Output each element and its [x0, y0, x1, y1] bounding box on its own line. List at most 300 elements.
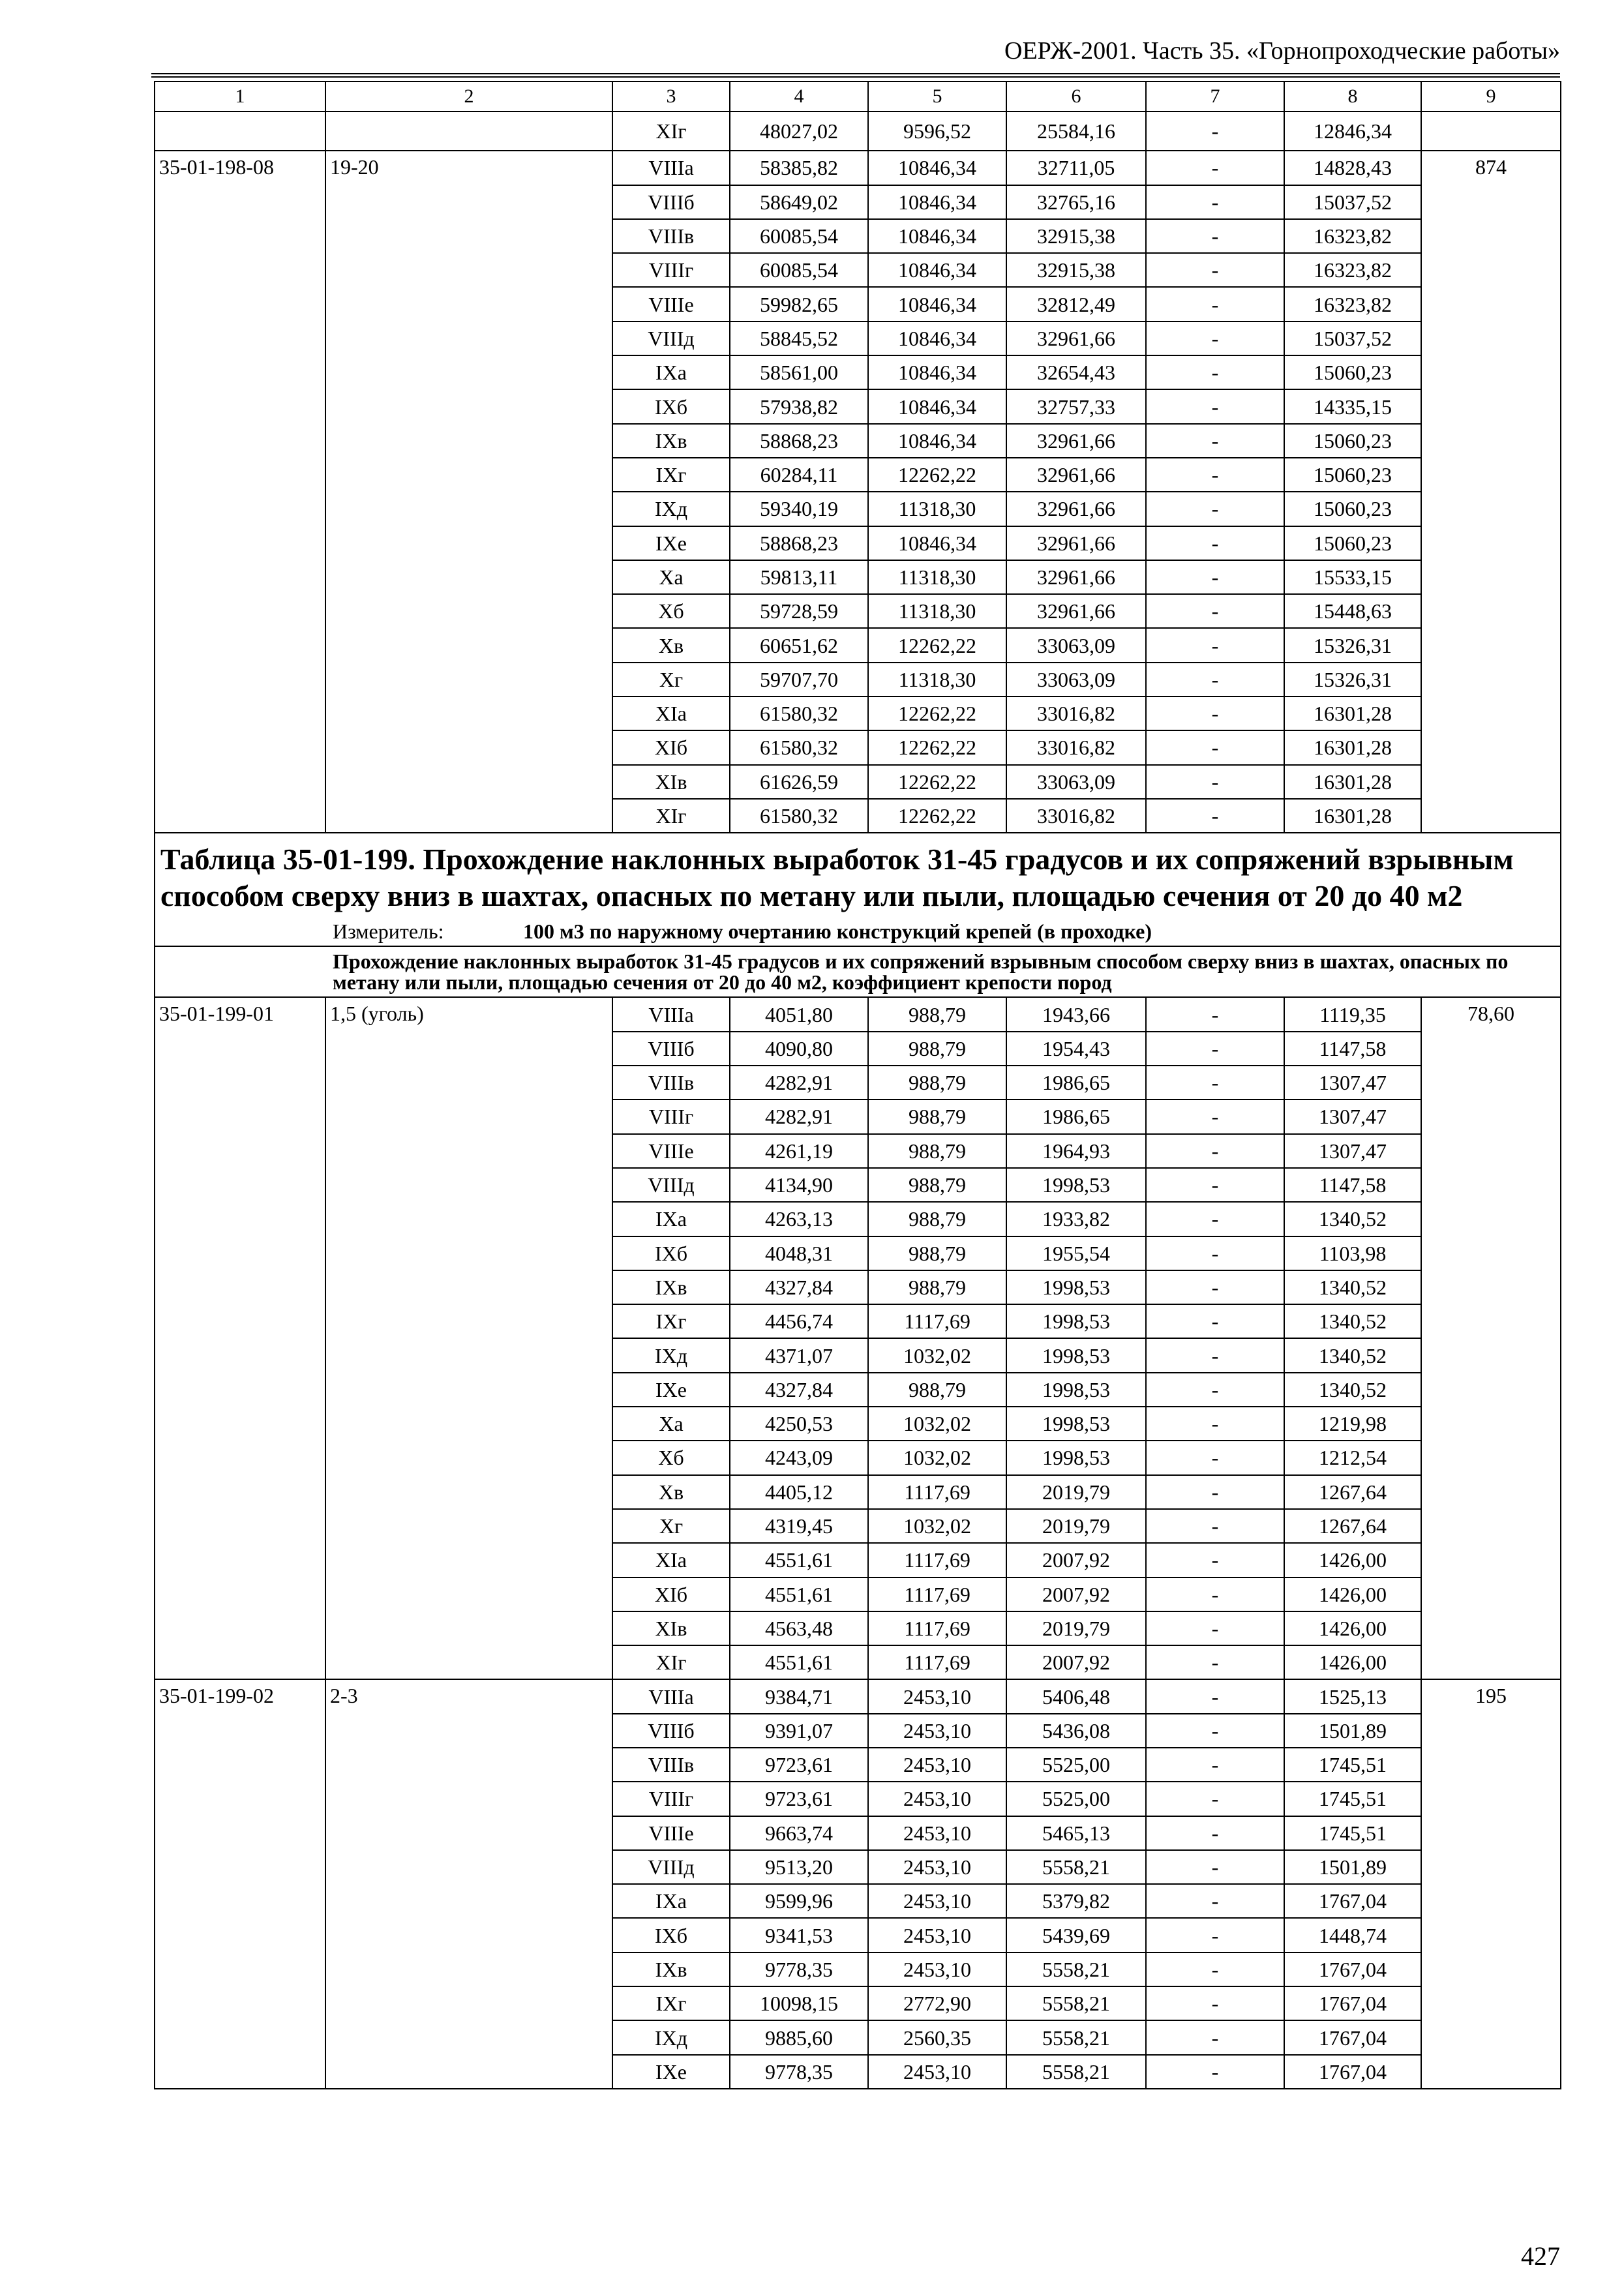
total-cost-cell: 9391,07	[730, 1714, 868, 1748]
machine-cost-cell: 32961,66	[1006, 560, 1146, 594]
driver-wage-cell: -	[1146, 424, 1284, 458]
wage-cell: 10846,34	[868, 287, 1006, 321]
zone-cell: XIг	[612, 799, 730, 833]
driver-wage-cell: -	[1146, 1475, 1284, 1509]
material-cost-cell: 1147,58	[1284, 1032, 1421, 1066]
driver-wage-cell: -	[1146, 1748, 1284, 1782]
total-cost-cell: 60085,54	[730, 253, 868, 287]
driver-wage-cell: -	[1146, 253, 1284, 287]
machine-cost-cell: 33016,82	[1006, 696, 1146, 730]
total-cost-cell: 58561,00	[730, 355, 868, 389]
zone-cell: IXг	[612, 1986, 730, 2020]
machine-cost-cell: 2007,92	[1006, 1645, 1146, 1679]
wage-cell: 988,79	[868, 1032, 1006, 1066]
total-cost-cell: 9778,35	[730, 1952, 868, 1986]
machine-cost-cell: 32961,66	[1006, 492, 1146, 526]
zone-cell: XIг	[612, 1645, 730, 1679]
material-cost-cell: 15326,31	[1284, 628, 1421, 662]
norm-code-cell	[155, 112, 325, 151]
total-cost-cell: 9723,61	[730, 1748, 868, 1782]
material-cost-cell: 1103,98	[1284, 1236, 1421, 1270]
driver-wage-cell: -	[1146, 355, 1284, 389]
material-cost-cell: 1525,13	[1284, 1679, 1421, 1713]
machine-cost-cell: 1998,53	[1006, 1338, 1146, 1372]
zone-cell: IXб	[612, 1236, 730, 1270]
driver-wage-cell: -	[1146, 997, 1284, 1031]
total-cost-cell: 61580,32	[730, 799, 868, 833]
total-cost-cell: 4327,84	[730, 1270, 868, 1304]
driver-wage-cell: -	[1146, 799, 1284, 833]
zone-cell: VIIIб	[612, 1714, 730, 1748]
zone-cell: XIв	[612, 1611, 730, 1645]
machine-cost-cell: 1964,93	[1006, 1134, 1146, 1168]
driver-wage-cell: -	[1146, 730, 1284, 764]
zone-cell: IXв	[612, 424, 730, 458]
machine-cost-cell: 2007,92	[1006, 1578, 1146, 1611]
rock-hardness-cell: 19-20	[325, 151, 612, 833]
wage-cell: 10846,34	[868, 253, 1006, 287]
wage-cell: 988,79	[868, 1202, 1006, 1236]
material-cost-cell: 1745,51	[1284, 1816, 1421, 1850]
labor-cost-cell	[1421, 112, 1561, 151]
wage-cell: 988,79	[868, 1236, 1006, 1270]
zone-cell: IXд	[612, 1338, 730, 1372]
material-cost-cell: 16323,82	[1284, 287, 1421, 321]
material-cost-cell: 1212,54	[1284, 1441, 1421, 1474]
material-cost-cell: 1767,04	[1284, 2055, 1421, 2089]
zone-cell: XIа	[612, 696, 730, 730]
total-cost-cell: 60284,11	[730, 458, 868, 492]
machine-cost-cell: 5525,00	[1006, 1748, 1146, 1782]
material-cost-cell: 1340,52	[1284, 1202, 1421, 1236]
zone-cell: IXе	[612, 2055, 730, 2089]
zone-cell: XIа	[612, 1543, 730, 1577]
material-cost-cell: 16323,82	[1284, 219, 1421, 253]
material-cost-cell: 14828,43	[1284, 151, 1421, 185]
wage-cell: 2453,10	[868, 1816, 1006, 1850]
material-cost-cell: 1267,64	[1284, 1509, 1421, 1543]
zone-cell: VIIIв	[612, 1748, 730, 1782]
zone-cell: IXа	[612, 1202, 730, 1236]
total-cost-cell: 58845,52	[730, 322, 868, 355]
material-cost-cell: 15037,52	[1284, 185, 1421, 219]
wage-cell: 2453,10	[868, 1850, 1006, 1884]
table-row	[155, 997, 1561, 1031]
total-cost-cell: 4048,31	[730, 1236, 868, 1270]
material-cost-cell: 1426,00	[1284, 1611, 1421, 1645]
column-number: 5	[868, 82, 1006, 112]
machine-cost-cell: 32961,66	[1006, 458, 1146, 492]
machine-cost-cell: 32915,38	[1006, 253, 1146, 287]
machine-cost-cell: 33016,82	[1006, 730, 1146, 764]
wage-cell: 988,79	[868, 1134, 1006, 1168]
zone-cell: Xа	[612, 560, 730, 594]
total-cost-cell: 4563,48	[730, 1611, 868, 1645]
total-cost-cell: 58868,23	[730, 526, 868, 560]
material-cost-cell: 15533,15	[1284, 560, 1421, 594]
machine-cost-cell: 32812,49	[1006, 287, 1146, 321]
driver-wage-cell: -	[1146, 1407, 1284, 1441]
wage-cell: 11318,30	[868, 492, 1006, 526]
total-cost-cell: 4243,09	[730, 1441, 868, 1474]
material-cost-cell: 16323,82	[1284, 253, 1421, 287]
machine-cost-cell: 33016,82	[1006, 799, 1146, 833]
column-number: 9	[1421, 82, 1561, 112]
driver-wage-cell: -	[1146, 560, 1284, 594]
machine-cost-cell: 5379,82	[1006, 1884, 1146, 1918]
machine-cost-cell: 1998,53	[1006, 1373, 1146, 1407]
material-cost-cell: 15060,23	[1284, 424, 1421, 458]
zone-cell: IXв	[612, 1952, 730, 1986]
driver-wage-cell: -	[1146, 1202, 1284, 1236]
table-row	[155, 151, 1561, 185]
machine-cost-cell: 5558,21	[1006, 1850, 1146, 1884]
column-number: 6	[1006, 82, 1146, 112]
zone-cell: VIIIг	[612, 1782, 730, 1816]
zone-cell: VIIIг	[612, 1100, 730, 1133]
material-cost-cell: 1340,52	[1284, 1338, 1421, 1372]
machine-cost-cell: 5439,69	[1006, 1918, 1146, 1952]
wage-cell: 10846,34	[868, 322, 1006, 355]
material-cost-cell: 1501,89	[1284, 1850, 1421, 1884]
driver-wage-cell: -	[1146, 492, 1284, 526]
zone-cell: Xв	[612, 628, 730, 662]
total-cost-cell: 60651,62	[730, 628, 868, 662]
zone-cell: VIIIб	[612, 185, 730, 219]
unit-value: 100 м3 по наружному очертанию конструкций крепей (в проходке)	[523, 920, 1152, 944]
driver-wage-cell: -	[1146, 1338, 1284, 1372]
zone-cell: VIIIа	[612, 1679, 730, 1713]
machine-cost-cell: 2019,79	[1006, 1475, 1146, 1509]
wage-cell: 10846,34	[868, 219, 1006, 253]
wage-cell: 1032,02	[868, 1407, 1006, 1441]
material-cost-cell: 16301,28	[1284, 730, 1421, 764]
material-cost-cell: 15326,31	[1284, 663, 1421, 696]
wage-cell: 2453,10	[868, 1782, 1006, 1816]
machine-cost-cell: 5558,21	[1006, 2020, 1146, 2054]
driver-wage-cell: -	[1146, 2055, 1284, 2089]
zone-cell: Xб	[612, 594, 730, 628]
total-cost-cell: 59813,11	[730, 560, 868, 594]
material-cost-cell: 16301,28	[1284, 696, 1421, 730]
column-number: 4	[730, 82, 868, 112]
material-cost-cell: 1340,52	[1284, 1304, 1421, 1338]
wage-cell: 10846,34	[868, 424, 1006, 458]
machine-cost-cell: 1986,65	[1006, 1100, 1146, 1133]
total-cost-cell: 4090,80	[730, 1032, 868, 1066]
zone-cell: Xг	[612, 663, 730, 696]
material-cost-cell: 1767,04	[1284, 1952, 1421, 1986]
column-number: 3	[612, 82, 730, 112]
material-cost-cell: 1307,47	[1284, 1100, 1421, 1133]
driver-wage-cell: -	[1146, 1714, 1284, 1748]
column-number: 8	[1284, 82, 1421, 112]
norm-code-cell: 35-01-198-08	[155, 151, 325, 833]
wage-cell: 10846,34	[868, 151, 1006, 185]
driver-wage-cell: -	[1146, 1100, 1284, 1133]
material-cost-cell: 1426,00	[1284, 1543, 1421, 1577]
driver-wage-cell: -	[1146, 458, 1284, 492]
material-cost-cell: 1745,51	[1284, 1782, 1421, 1816]
driver-wage-cell: -	[1146, 1236, 1284, 1270]
driver-wage-cell: -	[1146, 1066, 1284, 1100]
material-cost-cell: 1340,52	[1284, 1270, 1421, 1304]
machine-cost-cell: 1986,65	[1006, 1066, 1146, 1100]
total-cost-cell: 61580,32	[730, 730, 868, 764]
column-number: 1	[155, 82, 325, 112]
wage-cell: 2453,10	[868, 1952, 1006, 1986]
driver-wage-cell: -	[1146, 1986, 1284, 2020]
zone-cell: VIIIе	[612, 1134, 730, 1168]
driver-wage-cell: -	[1146, 765, 1284, 799]
driver-wage-cell: -	[1146, 112, 1284, 151]
driver-wage-cell: -	[1146, 1850, 1284, 1884]
driver-wage-cell: -	[1146, 1816, 1284, 1850]
total-cost-cell: 59728,59	[730, 594, 868, 628]
zone-cell: IXг	[612, 1304, 730, 1338]
driver-wage-cell: -	[1146, 628, 1284, 662]
wage-cell: 12262,22	[868, 765, 1006, 799]
driver-wage-cell: -	[1146, 1373, 1284, 1407]
machine-cost-cell: 32961,66	[1006, 322, 1146, 355]
zone-cell: XIв	[612, 765, 730, 799]
wage-cell: 2453,10	[868, 2055, 1006, 2089]
wage-cell: 12262,22	[868, 799, 1006, 833]
wage-cell: 10846,34	[868, 355, 1006, 389]
material-cost-cell: 1219,98	[1284, 1407, 1421, 1441]
total-cost-cell: 4282,91	[730, 1066, 868, 1100]
norm-code-cell: 35-01-199-02	[155, 1679, 325, 2089]
column-number-row	[155, 82, 1561, 112]
zone-cell: IXе	[612, 526, 730, 560]
material-cost-cell: 12846,34	[1284, 112, 1421, 151]
driver-wage-cell: -	[1146, 1611, 1284, 1645]
machine-cost-cell: 1933,82	[1006, 1202, 1146, 1236]
driver-wage-cell: -	[1146, 2020, 1284, 2054]
machine-cost-cell: 1998,53	[1006, 1441, 1146, 1474]
total-cost-cell: 60085,54	[730, 219, 868, 253]
machine-cost-cell: 2019,79	[1006, 1509, 1146, 1543]
zone-cell: IXг	[612, 458, 730, 492]
rock-hardness-cell: 1,5 (уголь)	[325, 997, 612, 1679]
machine-cost-cell: 5436,08	[1006, 1714, 1146, 1748]
table-title-cell	[155, 833, 1561, 946]
material-cost-cell: 16301,28	[1284, 799, 1421, 833]
machine-cost-cell: 32765,16	[1006, 185, 1146, 219]
material-cost-cell: 14335,15	[1284, 389, 1421, 423]
material-cost-cell: 1307,47	[1284, 1066, 1421, 1100]
total-cost-cell: 4456,74	[730, 1304, 868, 1338]
total-cost-cell: 4551,61	[730, 1578, 868, 1611]
rock-hardness-cell: 2-3	[325, 1679, 612, 2089]
machine-cost-cell: 32961,66	[1006, 424, 1146, 458]
zone-cell: Xа	[612, 1407, 730, 1441]
driver-wage-cell: -	[1146, 1782, 1284, 1816]
total-cost-cell: 9513,20	[730, 1850, 868, 1884]
zone-cell: VIIIе	[612, 287, 730, 321]
wage-cell: 2560,35	[868, 2020, 1006, 2054]
column-number: 7	[1146, 82, 1284, 112]
table-title-row	[155, 833, 1561, 946]
wage-cell: 10846,34	[868, 526, 1006, 560]
driver-wage-cell: -	[1146, 322, 1284, 355]
driver-wage-cell: -	[1146, 1032, 1284, 1066]
total-cost-cell: 59707,70	[730, 663, 868, 696]
zone-cell: IXб	[612, 1918, 730, 1952]
zone-cell: VIIIа	[612, 151, 730, 185]
rates-table-body	[155, 82, 1561, 2089]
driver-wage-cell: -	[1146, 1884, 1284, 1918]
total-cost-cell: 58868,23	[730, 424, 868, 458]
zone-cell: IXе	[612, 1373, 730, 1407]
zone-cell: VIIIб	[612, 1032, 730, 1066]
labor-cost-cell: 195	[1421, 1679, 1561, 2089]
material-cost-cell: 1147,58	[1284, 1168, 1421, 1202]
wage-cell: 2453,10	[868, 1748, 1006, 1782]
total-cost-cell: 4263,13	[730, 1202, 868, 1236]
driver-wage-cell: -	[1146, 185, 1284, 219]
driver-wage-cell: -	[1146, 1441, 1284, 1474]
total-cost-cell: 61580,32	[730, 696, 868, 730]
page-number: 427	[1521, 2241, 1560, 2271]
wage-cell: 1032,02	[868, 1441, 1006, 1474]
zone-cell: VIIIд	[612, 322, 730, 355]
total-cost-cell: 9723,61	[730, 1782, 868, 1816]
total-cost-cell: 4250,53	[730, 1407, 868, 1441]
zone-cell: XIб	[612, 730, 730, 764]
material-cost-cell: 1119,35	[1284, 997, 1421, 1031]
zone-cell: VIIIд	[612, 1850, 730, 1884]
labor-cost-cell: 78,60	[1421, 997, 1561, 1679]
table-row	[155, 112, 1561, 151]
wage-cell: 11318,30	[868, 663, 1006, 696]
wage-cell: 988,79	[868, 1100, 1006, 1133]
machine-cost-cell: 33063,09	[1006, 628, 1146, 662]
wage-cell: 988,79	[868, 1373, 1006, 1407]
total-cost-cell: 4261,19	[730, 1134, 868, 1168]
driver-wage-cell: -	[1146, 1168, 1284, 1202]
zone-cell: Xб	[612, 1441, 730, 1474]
zone-cell: IXб	[612, 389, 730, 423]
wage-cell: 12262,22	[868, 628, 1006, 662]
material-cost-cell: 1745,51	[1284, 1748, 1421, 1782]
zone-cell: VIIIа	[612, 997, 730, 1031]
driver-wage-cell: -	[1146, 594, 1284, 628]
total-cost-cell: 59340,19	[730, 492, 868, 526]
wage-cell: 11318,30	[868, 594, 1006, 628]
machine-cost-cell: 2007,92	[1006, 1543, 1146, 1577]
total-cost-cell: 58385,82	[730, 151, 868, 185]
total-cost-cell: 4371,07	[730, 1338, 868, 1372]
zone-cell: VIIIв	[612, 1066, 730, 1100]
zone-cell: IXд	[612, 2020, 730, 2054]
machine-cost-cell: 1998,53	[1006, 1168, 1146, 1202]
material-cost-cell: 1448,74	[1284, 1918, 1421, 1952]
wage-cell: 2772,90	[868, 1986, 1006, 2020]
driver-wage-cell: -	[1146, 1918, 1284, 1952]
wage-cell: 2453,10	[868, 1884, 1006, 1918]
total-cost-cell: 4327,84	[730, 1373, 868, 1407]
wage-cell: 1117,69	[868, 1645, 1006, 1679]
wage-cell: 9596,52	[868, 112, 1006, 151]
wage-cell: 1117,69	[868, 1304, 1006, 1338]
machine-cost-cell: 32757,33	[1006, 389, 1146, 423]
zone-cell: IXд	[612, 492, 730, 526]
total-cost-cell: 59982,65	[730, 287, 868, 321]
wage-cell: 12262,22	[868, 458, 1006, 492]
machine-cost-cell: 2019,79	[1006, 1611, 1146, 1645]
machine-cost-cell: 32961,66	[1006, 526, 1146, 560]
material-cost-cell: 15060,23	[1284, 526, 1421, 560]
material-cost-cell: 1426,00	[1284, 1645, 1421, 1679]
wage-cell: 11318,30	[868, 560, 1006, 594]
driver-wage-cell: -	[1146, 1270, 1284, 1304]
wage-cell: 988,79	[868, 997, 1006, 1031]
machine-cost-cell: 32961,66	[1006, 594, 1146, 628]
driver-wage-cell: -	[1146, 287, 1284, 321]
material-cost-cell: 1307,47	[1284, 1134, 1421, 1168]
table-subheading-row	[155, 946, 1561, 997]
driver-wage-cell: -	[1146, 1543, 1284, 1577]
machine-cost-cell: 1998,53	[1006, 1304, 1146, 1338]
zone-cell: IXа	[612, 1884, 730, 1918]
driver-wage-cell: -	[1146, 1679, 1284, 1713]
wage-cell: 1117,69	[868, 1611, 1006, 1645]
zone-cell: VIIIг	[612, 253, 730, 287]
material-cost-cell: 1426,00	[1284, 1578, 1421, 1611]
driver-wage-cell: -	[1146, 1578, 1284, 1611]
zone-cell: XIг	[612, 112, 730, 151]
wage-cell: 1032,02	[868, 1509, 1006, 1543]
norm-code-cell: 35-01-199-01	[155, 997, 325, 1679]
driver-wage-cell: -	[1146, 151, 1284, 185]
zone-cell: Xг	[612, 1509, 730, 1543]
machine-cost-cell: 5558,21	[1006, 1986, 1146, 2020]
total-cost-cell: 4551,61	[730, 1543, 868, 1577]
driver-wage-cell: -	[1146, 526, 1284, 560]
total-cost-cell: 58649,02	[730, 185, 868, 219]
machine-cost-cell: 5406,48	[1006, 1679, 1146, 1713]
machine-cost-cell: 5465,13	[1006, 1816, 1146, 1850]
driver-wage-cell: -	[1146, 1304, 1284, 1338]
material-cost-cell: 15037,52	[1284, 322, 1421, 355]
material-cost-cell: 1767,04	[1284, 2020, 1421, 2054]
total-cost-cell: 4551,61	[730, 1645, 868, 1679]
zone-cell: XIб	[612, 1578, 730, 1611]
material-cost-cell: 15060,23	[1284, 355, 1421, 389]
unit-label: Измеритель:	[333, 920, 444, 944]
zone-cell: VIIIв	[612, 219, 730, 253]
rates-table	[154, 81, 1561, 2089]
total-cost-cell: 4319,45	[730, 1509, 868, 1543]
total-cost-cell: 9341,53	[730, 1918, 868, 1952]
machine-cost-cell: 32711,05	[1006, 151, 1146, 185]
zone-cell: VIIIе	[612, 1816, 730, 1850]
total-cost-cell: 4405,12	[730, 1475, 868, 1509]
column-number: 2	[325, 82, 612, 112]
total-cost-cell: 57938,82	[730, 389, 868, 423]
total-cost-cell: 4282,91	[730, 1100, 868, 1133]
machine-cost-cell: 5525,00	[1006, 1782, 1146, 1816]
machine-cost-cell: 33063,09	[1006, 663, 1146, 696]
total-cost-cell: 9663,74	[730, 1816, 868, 1850]
page-header-title: ОЕРЖ-2001. Часть 35. «Горнопроходческие работы»	[1004, 37, 1560, 65]
wage-cell: 10846,34	[868, 185, 1006, 219]
wage-cell: 988,79	[868, 1270, 1006, 1304]
rock-hardness-cell	[325, 112, 612, 151]
zone-cell: IXв	[612, 1270, 730, 1304]
material-cost-cell: 16301,28	[1284, 765, 1421, 799]
